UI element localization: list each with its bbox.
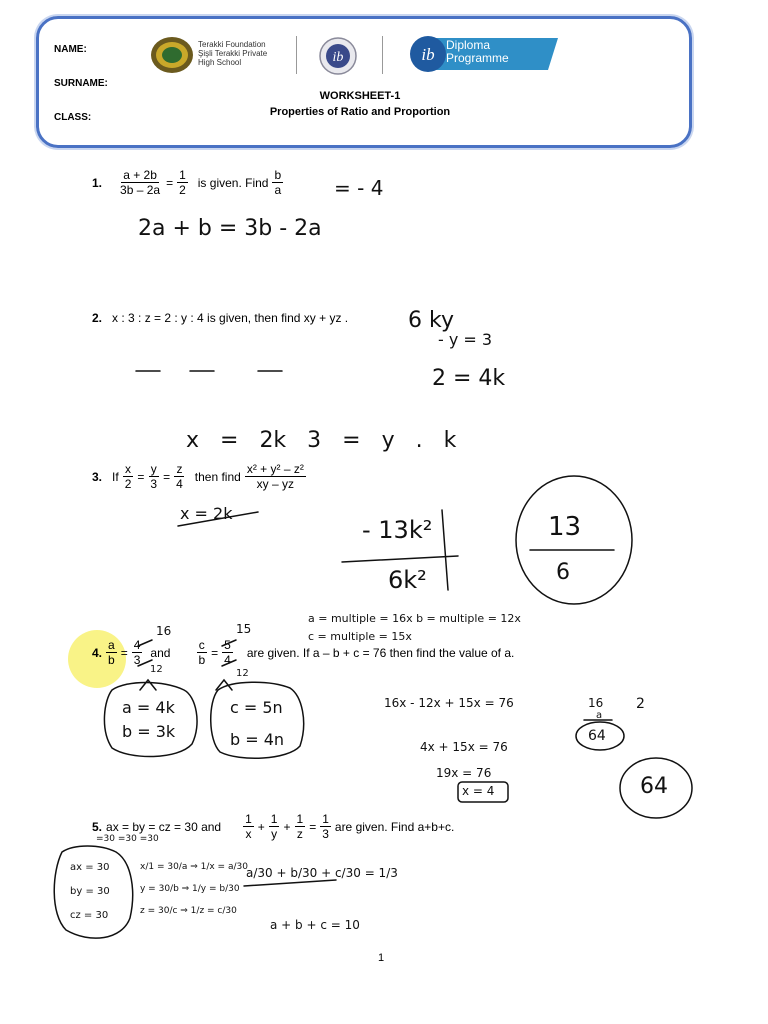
hw-q3-circled-num: 13 [548,512,582,542]
hw-q4-top1: 16 [156,624,172,638]
hw-q1-work: 2a + b = 3b - 2a [138,216,322,241]
question-number: 5. [92,819,103,834]
stroke [244,880,336,886]
hw-q4-r1: 16 [588,696,604,710]
surname-label: SURNAME: [54,78,108,89]
question-number: 2. [92,311,103,325]
hw-q3-frac-num: - 13k² [362,516,433,544]
dp-logo-text: Diploma Programme [446,38,509,65]
hw-q4-cloud1a: a = 4k [122,698,175,717]
stroke [342,556,458,562]
hw-q2-note2: - y = 3 [438,330,493,349]
hw-q3-circled-den: 6 [556,560,570,585]
hw-q4-note2: c = multiple = 15x [308,630,412,643]
stroke [516,476,632,604]
hw-q4-circled: 64 [640,774,668,799]
fraction: $\frac{a + 2b}{3b - 2a}$ [120,168,161,197]
hw-q3-frac-den: 6k² [388,566,427,594]
question-3: 3. If $\frac{x}{2}$ = $\frac{y}{3}$ = $\frac{z}{4}$ then find $\frac{\text{x² + y² – z²}}{xy - yz}$ [92,462,304,491]
hw-q5-steps: x/1 = 30/a ⇒ 1/x = a/30 y = 30/b ⇒ 1/y = b/30 z = 30/c ⇒ 1/z = c/30 [140,862,248,916]
hw-q2-line: x = 2k 3 = y . k [186,428,457,453]
class-label: CLASS: [54,112,92,123]
stroke [222,660,236,666]
fraction: $\frac{b}{a}$ [274,168,282,197]
stroke [138,640,152,646]
stroke [442,510,448,590]
hw-q4-r3: 64 [588,728,606,744]
hw-q4-eq2: 4x + 15x = 76 [420,740,508,754]
hw-q4-top2: 15 [236,622,252,636]
school-logo-text: Terakki Foundation Şişli Terakki Private High School [198,40,268,67]
hw-q4-eq3: 19x = 76 [436,766,492,780]
hw-q4-eq4: x = 4 [462,784,495,798]
hw-q4-r2: 2 [636,696,645,712]
question-number: 1. [92,175,103,190]
stroke [620,758,692,818]
hw-q3-strike: x = 2k [180,504,233,523]
hw-q4-r1b: a [596,710,603,721]
hw-q5-result: a + b + c = 10 [270,918,360,932]
svg-text:ib: ib [421,45,435,64]
hw-q4-bot1: 12 [150,664,163,675]
fraction: $\frac{1}{2}$ [179,168,186,197]
question-5: 5. ax = by = cz = 30 and $\frac{1}{x}$ + $\frac{1}{y}$ + $\frac{1}{z}$ = $\frac{1}{3}$ are given. Find a+b+c. [92,812,455,841]
hw-q5-sum: a/30 + b/30 + c/30 = 1/3 [246,866,398,880]
stroke [138,660,152,666]
stroke [104,683,197,757]
page-number: 1 [378,952,385,964]
name-label: NAME: [54,44,87,55]
question-2: 2. x : 3 : z = 2 : y : 4 is given, then find xy + yz . [92,311,349,325]
stroke [576,722,624,750]
question-4: 4. $\frac{a}{b}$ = $\frac{4}{3}$ and $\frac{c}{b}$ = $\frac{5}{4}$ are given. If a – b + c = 76 then find the value of a. [92,638,515,667]
worksheet-title: WORKSHEET-1 [319,90,401,102]
stroke [211,682,304,758]
hw-q5-cloud: ax = 30 by = 30 cz = 30 [70,862,110,921]
question-number: 4. [92,645,103,660]
question-1: 1. $\frac{a + 2b}{3b - 2a}$ = $\frac{1}{2}$ is given. Find $\frac{b}{a}$ [92,168,282,197]
stroke [54,846,132,938]
stroke [222,640,236,646]
worksheet-subtitle: Properties of Ratio and Proportion [269,106,451,118]
hw-q4-note1: a = multiple = 16x b = multiple = 12x [308,612,521,625]
hw-q4-cloud1b: b = 3k [122,722,176,741]
stroke [458,782,508,802]
hw-q4-cloud2a: c = 5n [230,698,283,717]
stroke [140,680,156,690]
hw-q4-bot2: 12 [236,668,249,679]
hw-q1-answer: = - 4 [334,176,384,200]
stroke [178,512,258,526]
hw-q5-sub: =30 =30 =30 [96,834,159,844]
hw-q2-k: 2 = 4k [432,366,506,391]
svg-text:ib: ib [332,50,344,65]
hw-q2-note: 6 ky [408,308,454,333]
hw-q4-cloud2b: b = 4n [230,730,285,749]
question-number: 3. [92,469,103,484]
hw-q4-eq1: 16x - 12x + 15x = 76 [384,696,514,710]
